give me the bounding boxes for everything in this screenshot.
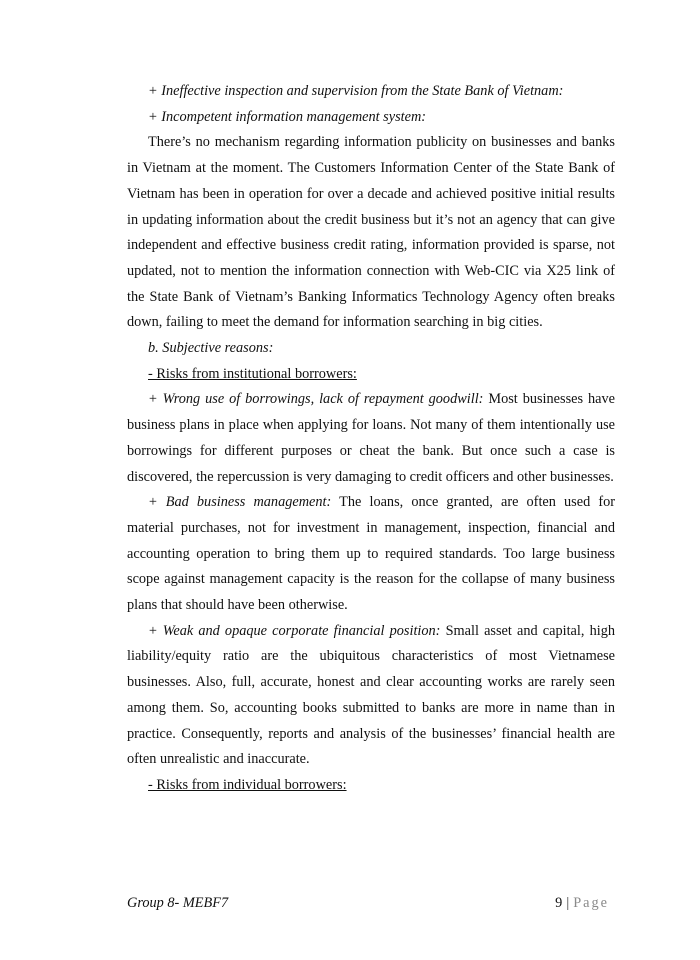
paragraph-lead-bad-management: + Bad business management: <box>148 494 332 511</box>
document-body <box>127 79 615 799</box>
paragraph-lead-wrong-use: + Wrong use of borrowings, lack of repayment goodwill: <box>148 391 484 408</box>
heading-institutional-borrowers-text: - Risks from institutional borrowers: <box>148 365 357 382</box>
page-footer <box>127 895 615 915</box>
page-number: 9 <box>555 895 563 911</box>
heading-institutional-borrowers <box>127 362 615 388</box>
heading-state-bank-supervision: + Ineffective inspection and supervision from the State Bank of Vietnam: <box>148 83 564 99</box>
page-label: Page <box>573 895 609 911</box>
page-separator: | <box>566 895 570 911</box>
paragraph-wrong-use-borrowings <box>127 387 615 490</box>
paragraph-information-publicity: There’s no mechanism regarding information publicity on businesses and banks in Vietnam at the moment. The Customers Information Center of the State Bank of Vietnam has been in operation for over a decade and achieved positive initial results in updating information about the credit business but it’s not an agency that can give independent and effective business credit rating, information provided is sparse, not updated, not to mention the information connection with Web-CIC via X25 link of the State Bank of Vietnam’s Banking Informatics Technology Agency often breaks down, failing to meet the demand for information searching in big cities. <box>127 134 615 331</box>
footer-group-label: Group 8- MEBF7 <box>127 895 229 911</box>
footer-page-indicator <box>555 895 609 912</box>
paragraph-bad-management <box>127 490 615 619</box>
heading-individual-borrowers-text: - Risks from individual borrowers: <box>148 776 347 793</box>
heading-individual-borrowers <box>127 773 615 799</box>
paragraph-text-weak-financial: Small asset and capital, high liability/equity ratio are the ubiquitous characteristics of most Vietnamese businesses. Also, full, accurate, honest and clear accounting works are rarely seen among them. So, accounting books submitted to banks are more in name than in practice. Consequently, reports and analysis of the businesses’ financial health are often unrealistic and inaccurate. <box>127 622 615 768</box>
heading-information-management: + Incompetent information management system: <box>148 108 427 125</box>
paragraph-weak-financial-position <box>127 619 615 773</box>
paragraph-text-wrong-use: Most businesses have business plans in place when applying for loans. Not many of them intentionally use borrowings for different purposes or cheat the bank. But once such a case is discovered, the repercussion is very damaging to credit officers and other businesses. <box>127 391 615 485</box>
paragraph-lead-weak-financial: + Weak and opaque corporate financial position: <box>148 622 441 639</box>
paragraph-text-bad-management: The loans, once granted, are often used for material purchases, not for investment in management, inspection, financial and accounting operation to bring them up to required standards. Too large business scope against management capacity is the reason for the collapse of many business plans that should have been otherwise. <box>127 494 616 614</box>
heading-subjective-reasons: b. Subjective reasons: <box>148 340 274 357</box>
